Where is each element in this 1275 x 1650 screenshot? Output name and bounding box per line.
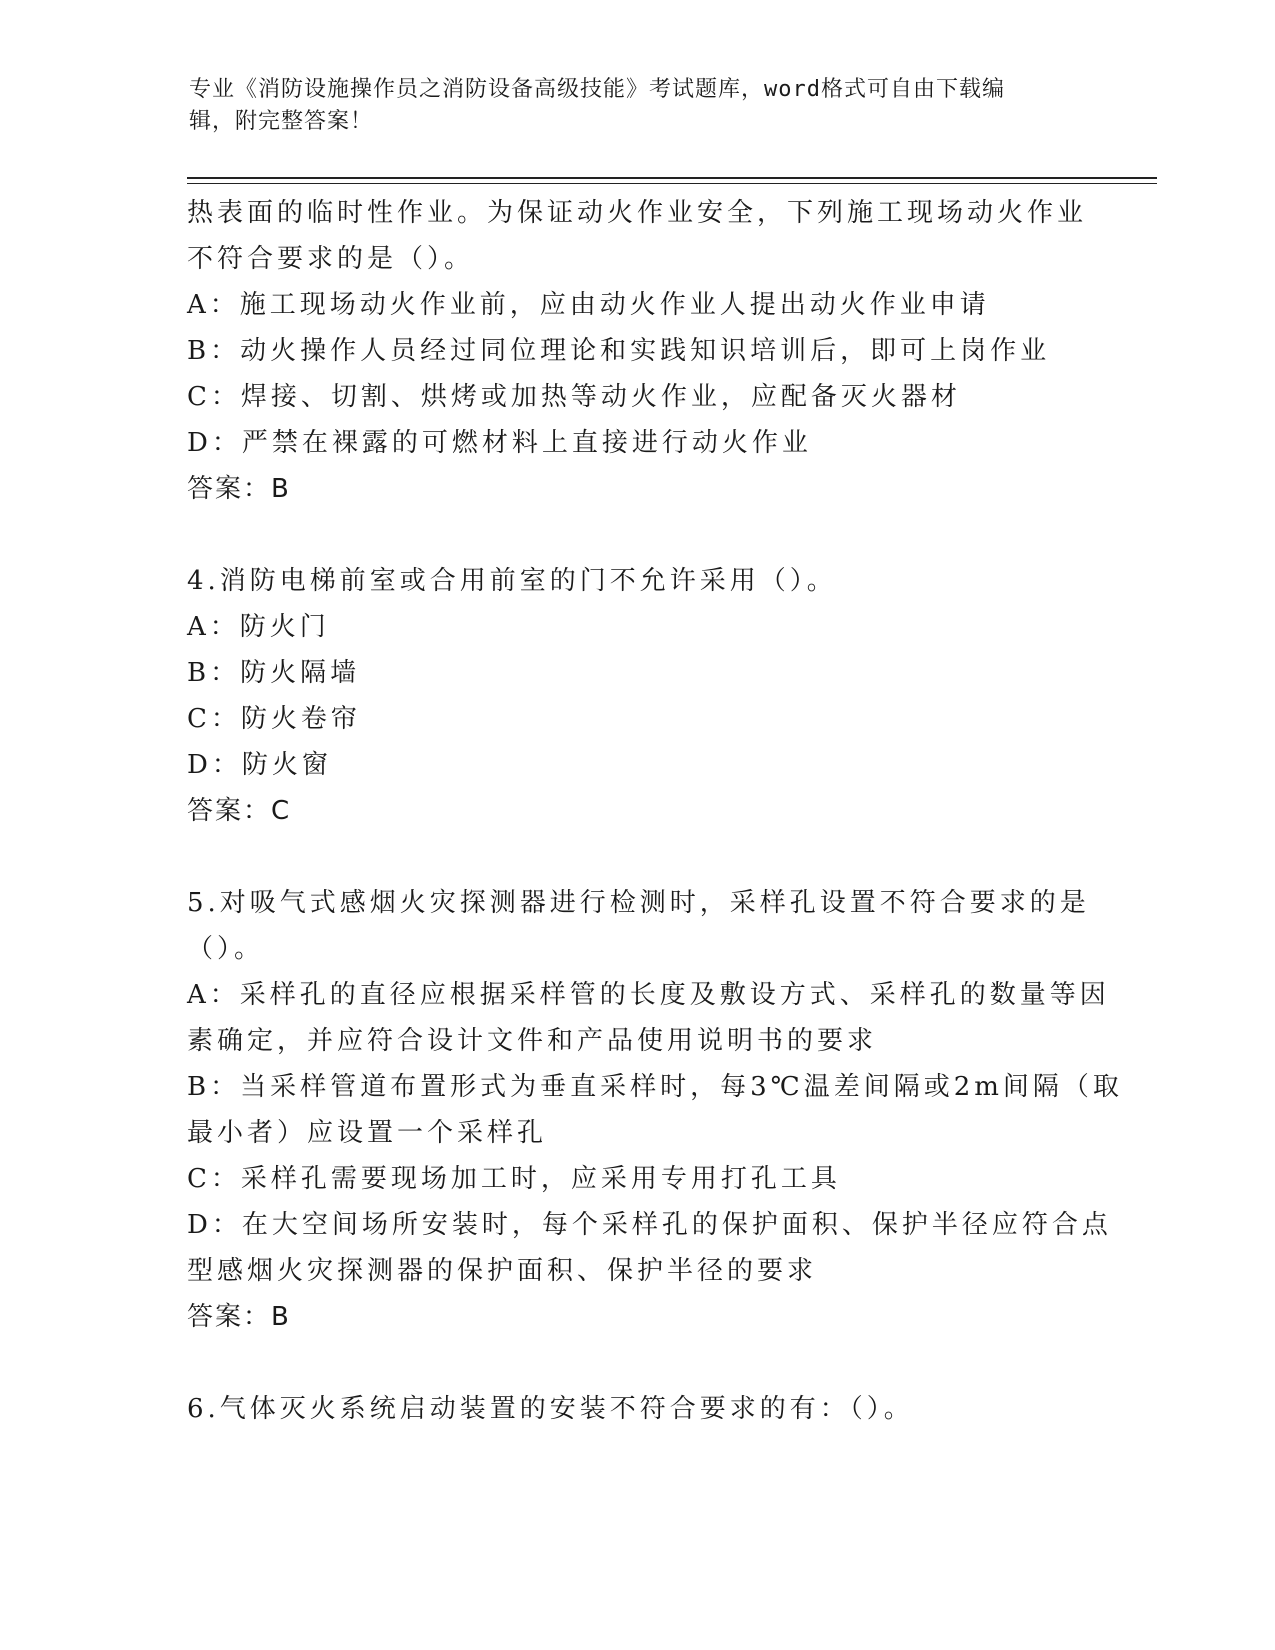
option-b: B：防火隔墙 xyxy=(187,658,361,688)
question-6 xyxy=(187,1386,1087,1432)
question-stem: 不符合要求的是（）。 xyxy=(187,244,475,274)
header-line-1: 专业《消防设施操作员之消防设备高级技能》考试题库，word格式可自由下载编 xyxy=(189,77,1005,102)
option-a: A：防火门 xyxy=(187,612,330,642)
header-line-2: 辑，附完整答案！ xyxy=(189,109,374,134)
option-b: B：动火操作人员经过同位理论和实践知识培训后，即可上岗作业 xyxy=(187,336,1051,366)
header-divider-thick xyxy=(187,177,1157,179)
option-b: 最小者）应设置一个采样孔 xyxy=(187,1118,548,1148)
document-header xyxy=(189,74,1069,138)
spacer xyxy=(187,512,1087,558)
question-stem: 4.消防电梯前室或合用前室的门不允许采用（）。 xyxy=(187,566,837,596)
question-4 xyxy=(187,558,1087,834)
spacer xyxy=(187,834,1087,880)
option-d: D：在大空间场所安装时，每个采样孔的保护面积、保护半径应符合点 xyxy=(187,1210,1112,1240)
option-c: C：焊接、切割、烘烤或加热等动火作业，应配备灭火器材 xyxy=(187,382,961,412)
answer-label: 答案：B xyxy=(187,1302,291,1332)
option-a: 素确定，并应符合设计文件和产品使用说明书的要求 xyxy=(187,1026,878,1056)
question-content xyxy=(187,190,1123,1432)
question-stem: 5.对吸气式感烟火灾探测器进行检测时，采样孔设置不符合要求的是 xyxy=(187,888,1090,918)
option-a: A：采样孔的直径应根据采样管的长度及敷设方式、采样孔的数量等因 xyxy=(187,980,1110,1010)
question-stem: 热表面的临时性作业。为保证动火作业安全，下列施工现场动火作业 xyxy=(187,198,1088,228)
header-divider-thin xyxy=(187,183,1157,184)
option-c: C：采样孔需要现场加工时，应采用专用打孔工具 xyxy=(187,1164,841,1194)
option-d: D：严禁在裸露的可燃材料上直接进行动火作业 xyxy=(187,428,812,458)
answer-label: 答案：B xyxy=(187,474,291,504)
question-3 xyxy=(187,190,1087,512)
option-d: 型感烟火灾探测器的保护面积、保护半径的要求 xyxy=(187,1256,818,1286)
answer-label: 答案：C xyxy=(187,796,292,826)
question-5 xyxy=(187,880,1123,1340)
question-stem: 6.气体灭火系统启动装置的安装不符合要求的有：（）。 xyxy=(187,1394,914,1424)
spacer xyxy=(187,1340,1087,1386)
option-b: B：当采样管道布置形式为垂直采样时，每3℃温差间隔或2m间隔（取 xyxy=(187,1072,1123,1102)
option-a: A：施工现场动火作业前，应由动火作业人提出动火作业申请 xyxy=(187,290,990,320)
question-stem: （）。 xyxy=(187,934,265,964)
option-d: D：防火窗 xyxy=(187,750,332,780)
option-c: C：防火卷帘 xyxy=(187,704,361,734)
